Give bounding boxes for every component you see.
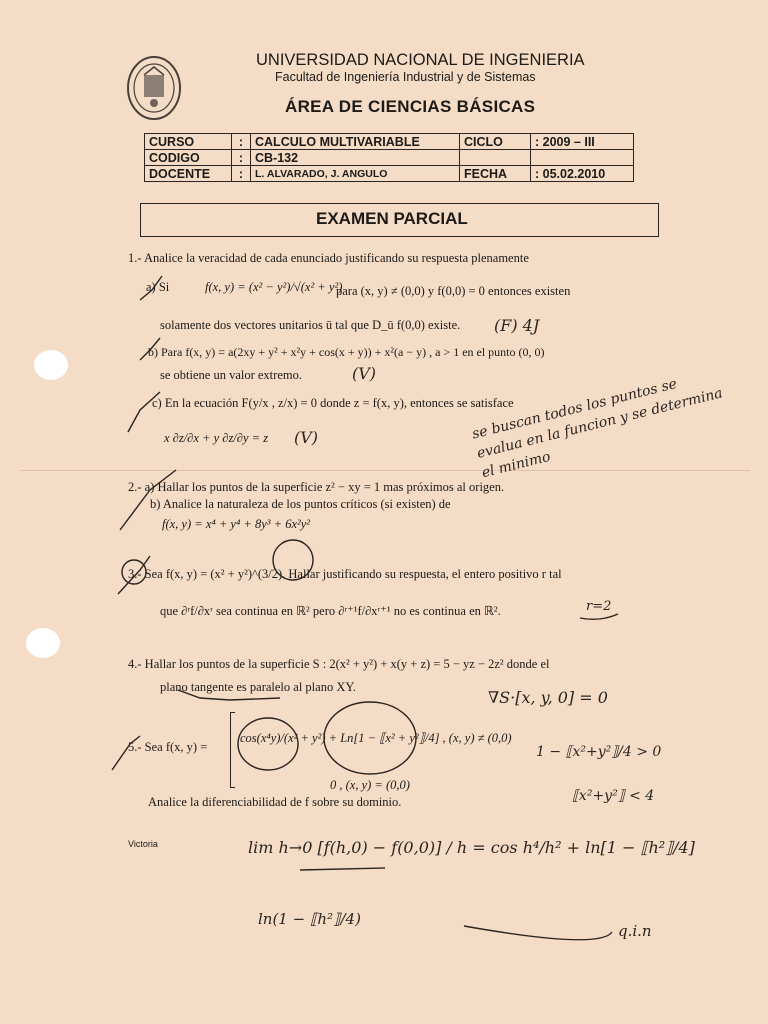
q2b-function: f(x, y) = x⁴ + y⁴ + 8y³ + 6x²y² — [162, 517, 311, 531]
check-mark-1a — [140, 276, 162, 300]
area-title: ÁREA DE CIENCIAS BÁSICAS — [285, 97, 536, 116]
codigo-label: CODIGO — [145, 150, 232, 166]
q3-text: 3.- Sea f(x, y) = (x² + y²)^(3/2). Hallar justificando su respuesta, el entero positivo r tal — [128, 567, 562, 581]
q2b-text: b) Analice la naturaleza de los puntos críticos (si existen) de — [150, 497, 451, 511]
circle-mark-exponent — [273, 540, 313, 580]
strike-mark-4 — [178, 690, 280, 700]
bottom-handwritten-work: lim h→0 [f(h,0) − f(0,0)] / h = cos h⁴/h² + ln[1 − ⟦h²⟧/4] — [248, 838, 695, 857]
q4-line2: plano tangente es paralelo al plano XY. — [160, 680, 356, 694]
exam-title: EXAMEN PARCIAL — [316, 209, 468, 228]
q1a-line2: solamente dos vectores unitarios ū tal que D_ū f(0,0) existe. — [160, 318, 461, 332]
q1c-handwritten-mark: (V) — [294, 428, 319, 447]
q1a-lead: a) Si — [146, 280, 170, 294]
circle-mark-3 — [122, 560, 146, 584]
q5-case1: cos(x⁴y)/(x² + y²) + Ln[1 − ⟦x² + y²⟧/4] , (x, y) ≠ (0,0) — [240, 731, 512, 745]
docente-label: DOCENTE — [145, 166, 232, 182]
q1a-function: f(x, y) = (x² − y²)/√(x² + y²) — [205, 280, 343, 294]
underline-q3 — [580, 614, 618, 619]
colon: : — [232, 150, 251, 166]
q5-handwritten-mark-1: 1 − ⟦x²+y²⟧/4 > 0 — [536, 744, 662, 760]
circle-mark-5b — [324, 702, 416, 774]
q5-line2: Analice la diferenciabilidad de f sobre su dominio. — [148, 795, 402, 809]
q2-text: 2.- a) Hallar los puntos de la superficie z² − xy = 1 mas próximos al origen. — [128, 480, 505, 494]
bracket-mark — [464, 926, 612, 940]
q1b-line2: se obtiene un valor extremo. — [160, 368, 302, 382]
colon: : — [232, 134, 251, 150]
curso-label: CURSO — [145, 134, 232, 150]
fecha-label: FECHA — [460, 166, 531, 182]
check-mark-5 — [112, 736, 140, 770]
q1b-text: b) Para f(x, y) = a(2xy + y² + x²y + cos(x + y)) + x²(a − y) , a > 1 en el punto (0, 0) — [148, 345, 545, 359]
faculty-name: Facultad de Ingeniería Industrial y de Sistemas — [275, 70, 536, 84]
q4-text: 4.- Hallar los puntos de la superficie S : 2(x² + y²) + x(y + z) = 5 − yz − 2z² donde el — [128, 657, 550, 671]
q4-handwritten-mark: ∇S·[x, y, 0] = 0 — [488, 688, 608, 707]
q1c-text: c) En la ecuación F(y/x , z/x) = 0 donde z = f(x, y), entonces se satisface — [152, 396, 514, 410]
check-mark-1c — [128, 392, 160, 432]
ciclo-value: : 2009 – III — [531, 134, 634, 150]
q5-case2: 0 , (x, y) = (0,0) — [330, 778, 410, 792]
q1-intro: 1.- Analice la veracidad de cada enunciado justificando su respuesta plenamente — [128, 251, 529, 265]
university-name: UNIVERSIDAD NACIONAL DE INGENIERIA — [256, 51, 585, 69]
q3-handwritten-mark: r=2 — [586, 599, 612, 614]
q3-line2: que ∂ʳf/∂xʳ sea continua en ℝ² pero ∂ʳ⁺¹f/∂xʳ⁺¹ no es continua en ℝ². — [160, 604, 501, 618]
colon: : — [232, 166, 251, 182]
q1a-condition: para (x, y) ≠ (0,0) y f(0,0) = 0 entonces existen — [336, 284, 571, 298]
q5-lead: 5.- Sea f(x, y) = — [128, 740, 208, 754]
q1a-handwritten-mark: (F) 4J — [494, 316, 540, 335]
q2-handwritten-note: se buscan todos los puntos se evalua en la funcion y se determina el minimo — [470, 376, 725, 482]
docente-value: L. ALVARADO, J. ANGULO — [251, 166, 460, 182]
q5-handwritten-mark-2: ⟦x²+y²⟧ < 4 — [572, 788, 655, 804]
codigo-value: CB-132 — [251, 150, 460, 166]
bottom-handwritten-work-2: ln(1 − ⟦h²⟧/4) — [258, 910, 361, 928]
q1b-handwritten-mark: (V) — [352, 364, 377, 383]
check-mark-1b — [140, 338, 160, 360]
check-mark-2 — [120, 470, 176, 530]
curso-value: CALCULO MULTIVARIABLE — [251, 134, 460, 150]
bottom-handwritten-work-3: q.i.n — [618, 922, 652, 940]
q1c-equation: x ∂z/∂x + y ∂z/∂y = z — [164, 431, 269, 445]
fecha-value: : 05.02.2010 — [531, 166, 634, 182]
ciclo-label: CICLO — [460, 134, 531, 150]
student-name: Victoria — [128, 839, 158, 849]
circle-mark-5 — [238, 718, 298, 770]
fraction-bar-1 — [300, 868, 385, 870]
